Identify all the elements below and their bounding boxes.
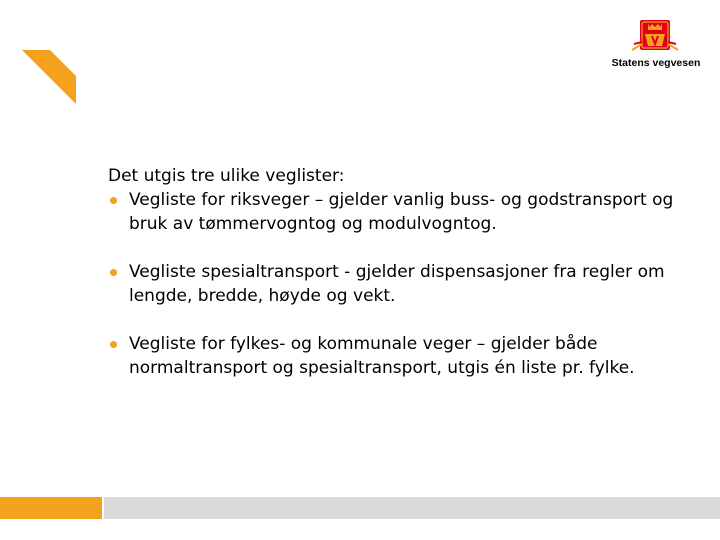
statens-vegvesen-logo [606, 14, 706, 74]
list-item [108, 332, 678, 380]
bullet-dot-icon [110, 341, 117, 348]
list-item [108, 260, 678, 308]
slide-body [108, 164, 678, 380]
corner-stripe-decoration [0, 0, 90, 120]
bullet-text: Vegliste for riksveger – gjelder vanlig buss- og godstransport og bruk av tømmervogntog og modulvogntog. [129, 190, 674, 234]
bullet-list [108, 188, 678, 380]
footer-bar [104, 497, 720, 519]
orange-diagonal-band [22, 50, 76, 104]
statens-vegvesen-emblem-icon [630, 14, 680, 56]
logo-wordmark: Statens vegvesen [611, 57, 701, 69]
bullet-dot-icon [110, 269, 117, 276]
footer-accent-bar [0, 497, 102, 519]
bullet-dot-icon [110, 197, 117, 204]
bullet-text: Vegliste for fylkes- og kommunale veger – gjelder både normaltransport og spesialtransport, utgis én liste pr. fylke. [129, 334, 635, 378]
bullet-text: Vegliste spesialtransport - gjelder dispensasjoner fra regler om lengde, bredde, høyde og vekt. [129, 262, 665, 306]
intro-text: Det utgis tre ulike veglister: [108, 166, 345, 186]
list-item [108, 188, 678, 236]
